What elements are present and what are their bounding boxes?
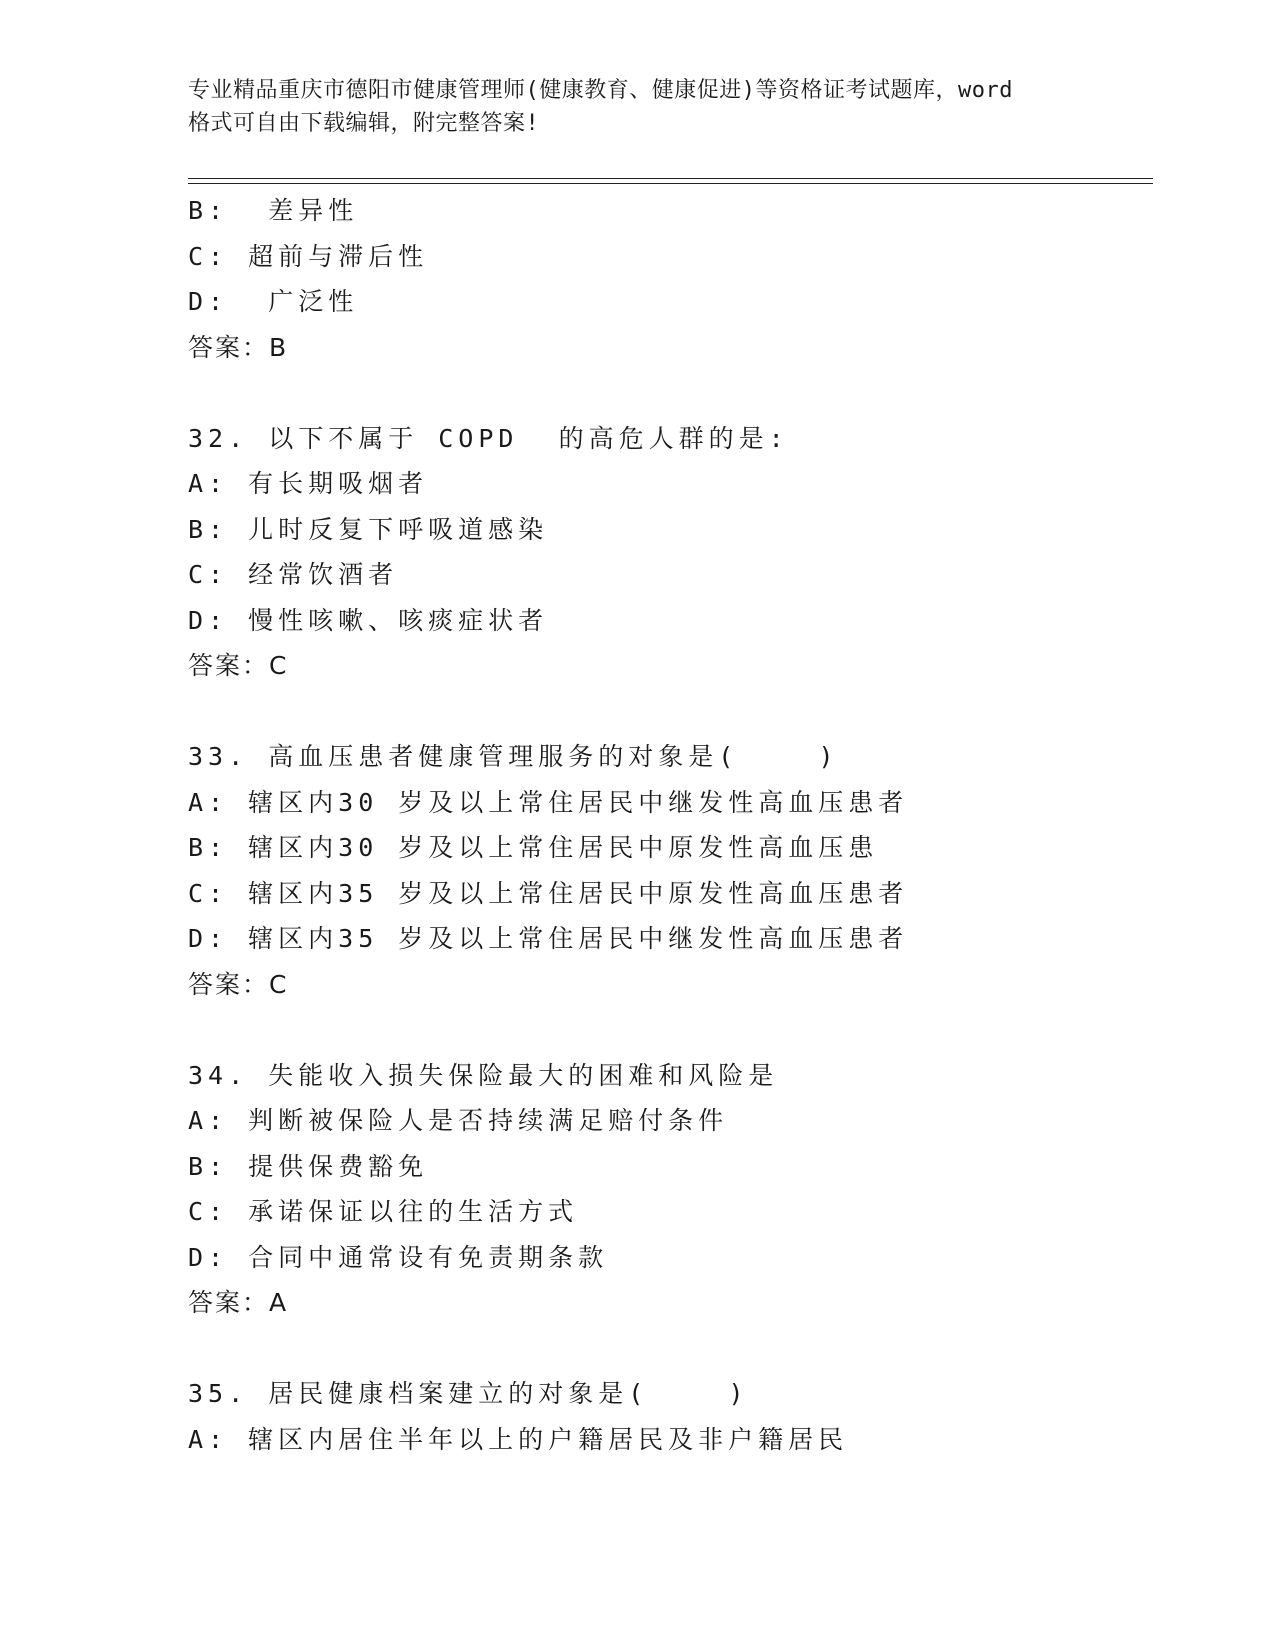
q32-answer: 答案：C bbox=[188, 651, 289, 680]
q31-option-b: B: 差异性 bbox=[188, 196, 359, 225]
q35-question: 35. 居民健康档案建立的对象是( ) bbox=[188, 1379, 749, 1408]
q34-option-a: A: 判断被保险人是否持续满足赔付条件 bbox=[188, 1106, 729, 1135]
q32-option-b: B: 儿时反复下呼吸道感染 bbox=[188, 514, 549, 544]
q33-option-d: D: 辖区内35 岁及以上常住居民中继发性高血压患者 bbox=[188, 924, 909, 953]
spacer bbox=[188, 370, 1153, 416]
q34-answer: 答案：A bbox=[188, 1288, 289, 1317]
q34-question: 34. 失能收入损失保险最大的困难和风险是 bbox=[188, 1060, 779, 1090]
header-line-2: 格式可自由下载编辑，附完整答案! bbox=[188, 111, 540, 136]
question-list bbox=[188, 188, 1153, 1462]
q33-option-a: A: 辖区内30 岁及以上常住居民中继发性高血压患者 bbox=[188, 787, 909, 817]
q35-option-a: A: 辖区内居住半年以上的户籍居民及非户籍居民 bbox=[188, 1424, 849, 1454]
spacer bbox=[188, 1007, 1153, 1053]
q31-option-d: D: 广泛性 bbox=[188, 287, 359, 316]
q33-option-c: C: 辖区内35 岁及以上常住居民中原发性高血压患者 bbox=[188, 878, 909, 908]
q32-option-a: A: 有长期吸烟者 bbox=[188, 469, 429, 498]
q32-option-c: C: 经常饮酒者 bbox=[188, 560, 399, 589]
q32-question: 32. 以下不属于 COPD 的高危人群的是: bbox=[188, 423, 789, 453]
spacer bbox=[188, 1326, 1153, 1372]
header-divider-bottom bbox=[188, 183, 1153, 184]
q31-answer: 答案：B bbox=[188, 332, 289, 362]
header-line-1: 专业精品重庆市德阳市健康管理师(健康教育、健康促进)等资格证考试题库，word bbox=[188, 78, 1013, 103]
q32-option-d: D: 慢性咳嗽、咳痰症状者 bbox=[188, 605, 549, 635]
q33-answer: 答案：C bbox=[188, 969, 289, 999]
q33-question: 33. 高血压患者健康管理服务的对象是( ) bbox=[188, 742, 839, 771]
q33-option-b: B: 辖区内30 岁及以上常住居民中原发性高血压患 bbox=[188, 833, 879, 862]
q34-option-d: D: 合同中通常设有免责期条款 bbox=[188, 1242, 609, 1272]
document-header bbox=[188, 74, 1088, 140]
q34-option-b: B: 提供保费豁免 bbox=[188, 1151, 429, 1181]
header-divider-top bbox=[188, 178, 1153, 179]
q31-option-c: C: 超前与滞后性 bbox=[188, 241, 429, 271]
spacer bbox=[188, 689, 1153, 735]
q34-option-c: C: 承诺保证以往的生活方式 bbox=[188, 1197, 579, 1226]
